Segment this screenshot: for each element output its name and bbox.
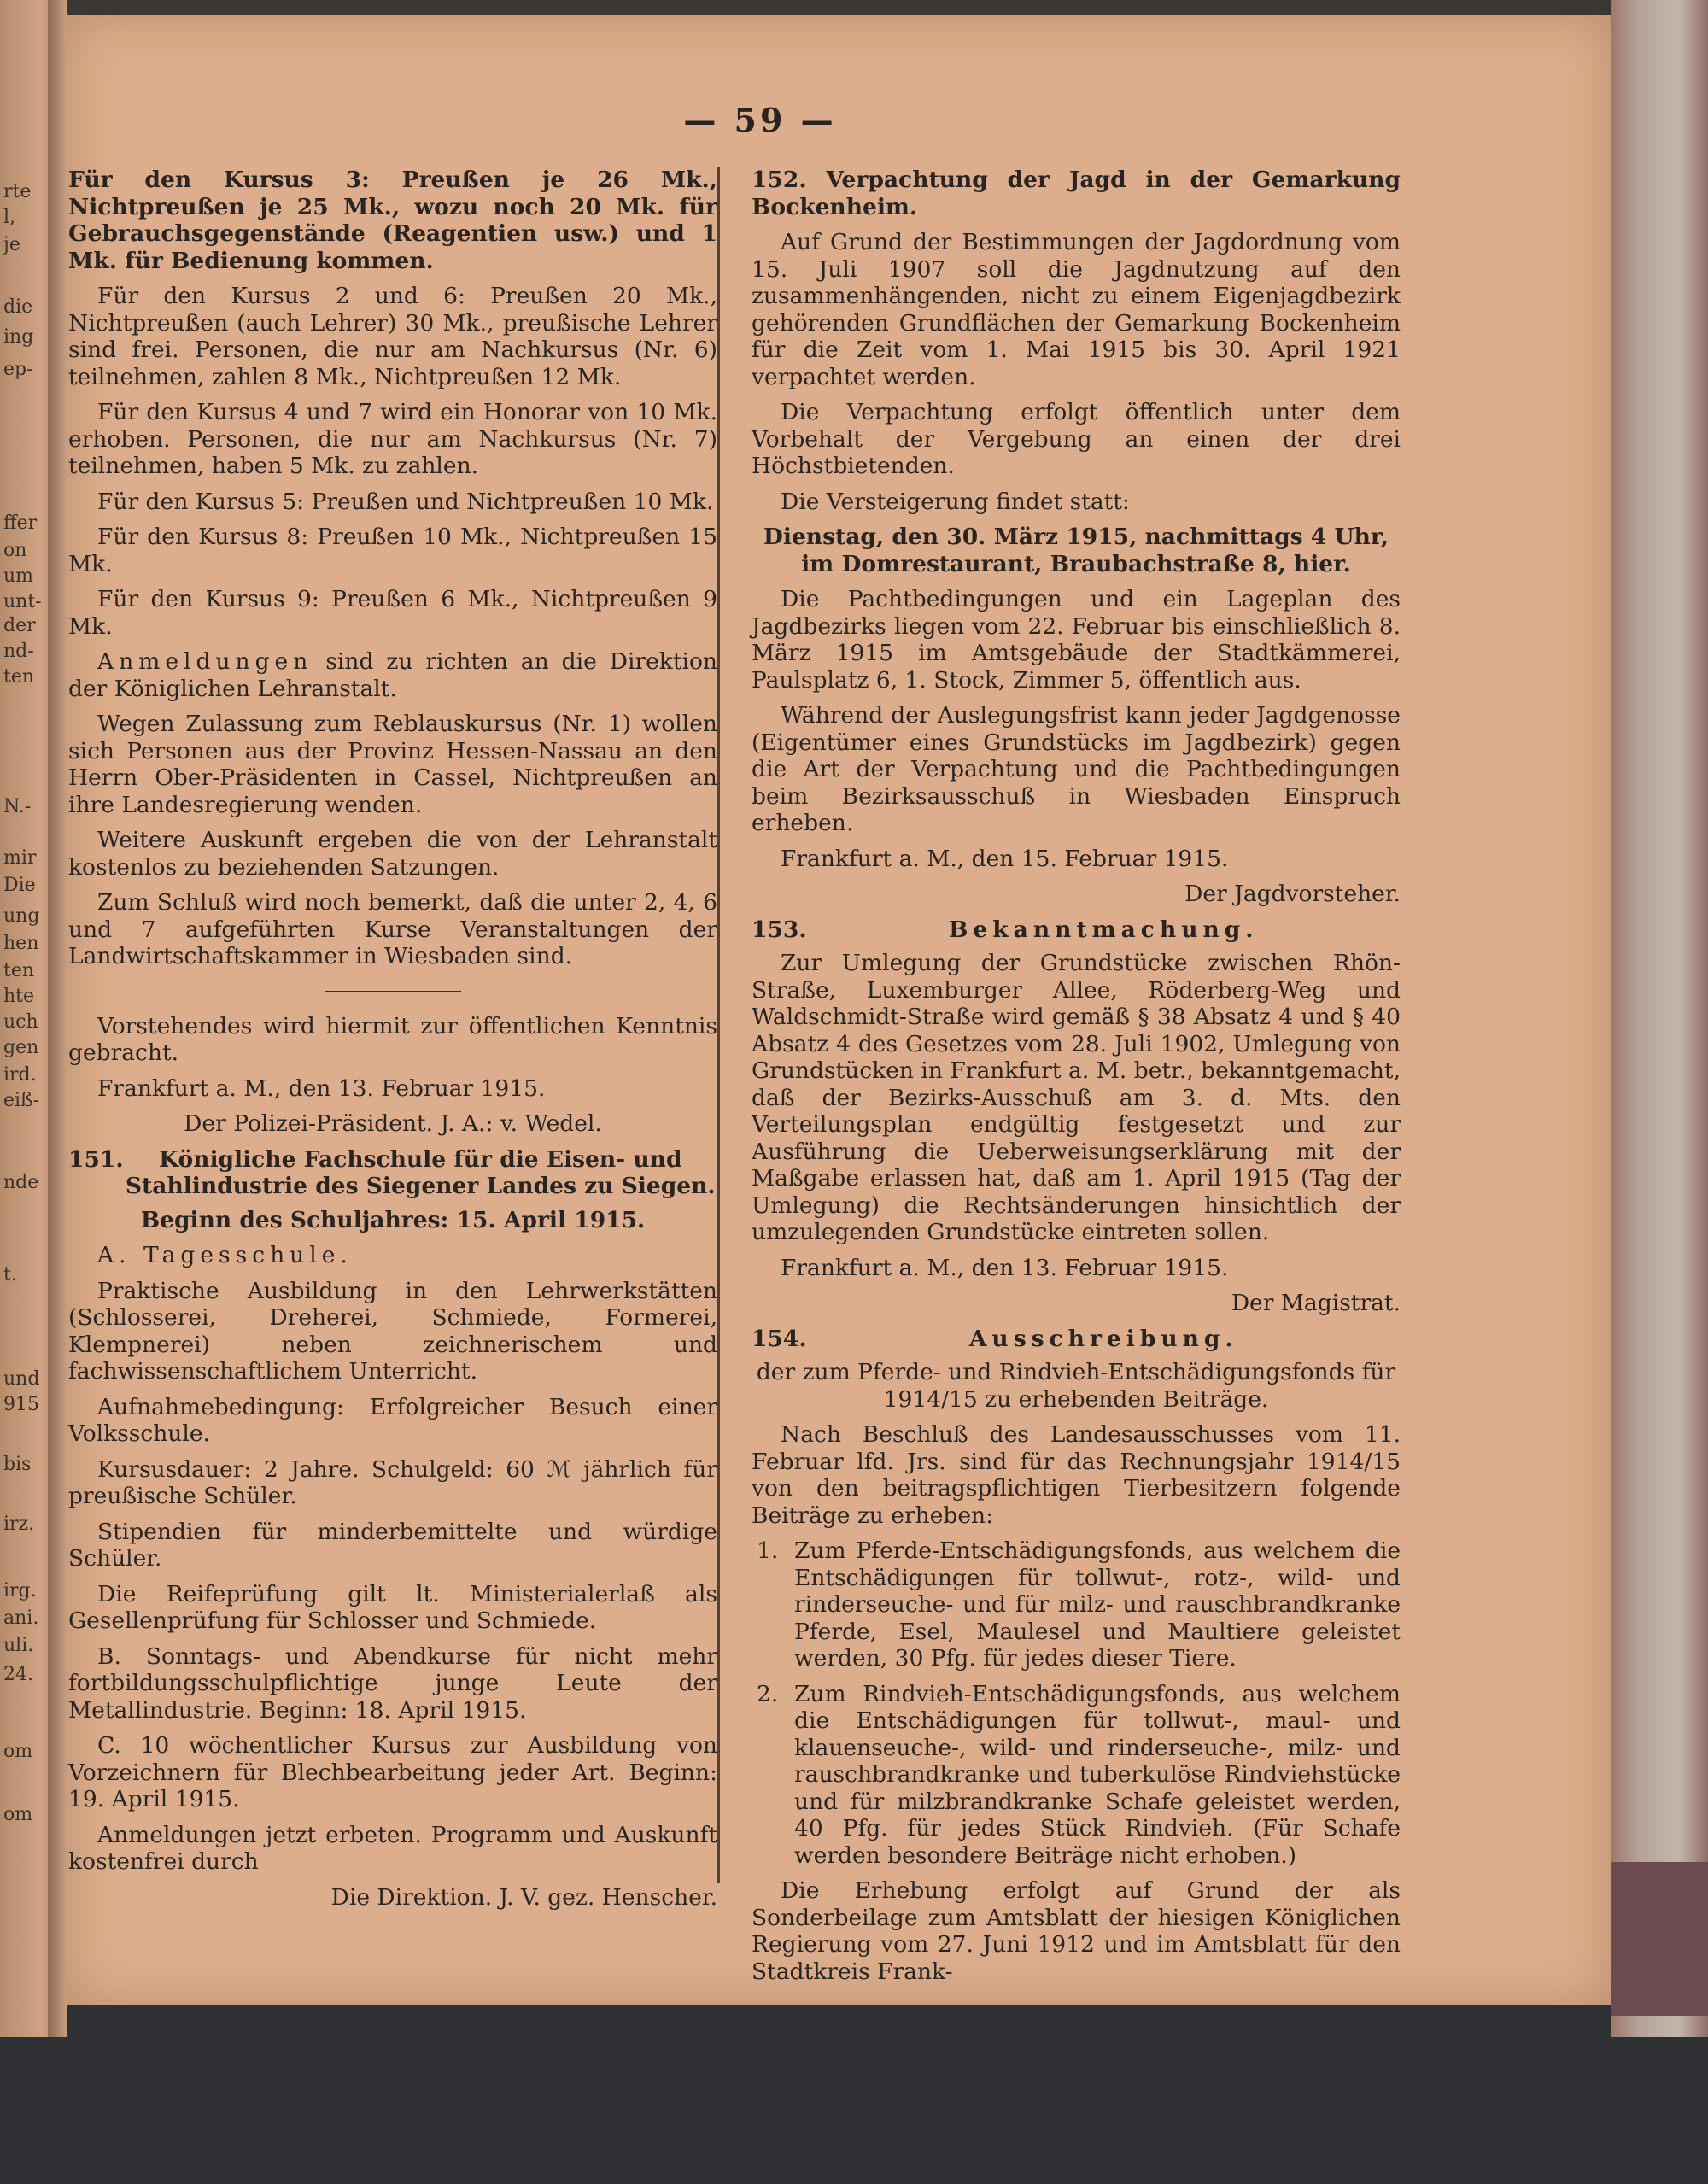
closing-note-paragraph: Zum Schluß wird noch bemerkt, daß die unter 2, 4, 6 und 7 aufgeführten Kurse Veranstaltungen der Landwirtschaftskammer in Wiesbaden sind. (68, 889, 717, 969)
section-title: Ausschreibung. (968, 1325, 1238, 1352)
margin-fragment: mir (3, 847, 37, 869)
horse-fund-text: Zum Pferde-Entschädigungsfonds, aus welchem die Entschädigungen für tollwut-, rotz-, wild- und rinderseuche- und für milz- und rauschbrandkranke Pferde, Esel, Maulesel und Maultiere geleistet werden, 30 Pfg. für jedes dieser Tiere. (794, 1537, 1401, 1672)
margin-fragment: rte (3, 181, 32, 202)
fee-paragraph-kursus-5: Für den Kursus 5: Preußen und Nichtpreußen 10 Mk. (97, 488, 714, 515)
lease-conditions-paragraph: Die Verpachtung erfolgt öffentlich unter dem Vorbehalt der Vergebung an einen der drei Höchstbietenden. (752, 399, 1401, 479)
margin-fragment: ffer (3, 512, 38, 534)
margin-fragment: je (3, 234, 20, 255)
book-gutter (48, 0, 67, 2037)
fee-paragraph-kursus-3: Für den Kursus 3: Preußen je 26 Mk., Nichtpreußen je 25 Mk., wozu noch 20 Mk. für Gebrauchsgegenstände (Reagentien usw.) und 1 Mk. für Bedienung kommen. (68, 167, 717, 274)
fund-subtitle-line-1: der zum Pferde- und Rindvieh-Entschädigungsfonds für (756, 1359, 1396, 1385)
signature-hunting-chair: Der Jagdvorsteher. (1184, 881, 1401, 907)
left-column (68, 167, 717, 1919)
margin-fragment: nde (3, 1172, 39, 1193)
section-rule (325, 991, 461, 992)
margin-fragment: um (3, 565, 34, 587)
margin-fragment: t. (3, 1264, 17, 1285)
margin-fragment: uch (3, 1011, 38, 1033)
section-152-heading: 152. Verpachtung der Jagd in der Gemarkung Bockenheim. (752, 167, 1401, 220)
land-reallocation-paragraph: Zur Umlegung der Grundstücke zwischen Rhön-Straße, Luxemburger Allee, Röderberg-Weg und Waldschmidt-Straße wird gemäß § 38 Absatz 4 und § 40 Absatz 4 des Gesetzes vom 28. Juli 1902, Umlegung von Grundstücken in Frankfurt a. M. betr., bekanntgemacht, daß der Bezirks-Ausschuß am 3. d. Mts. den Verteilungsplan endgültig festgesetzt und zur Ausführung die Ueberweisungserklärung mit der Maßgabe erlassen hat, daß am 1. April 1915 (Tag der Umlegung) die Rechtsänderungen hinsichtlich der umzulegenden Grundstücke eintreten sollen. (752, 950, 1401, 1245)
place-date-152: Frankfurt a. M., den 15. Februar 1915. (781, 845, 1229, 872)
place-date: Frankfurt a. M., den 13. Februar 1915. (97, 1074, 546, 1102)
margin-fragment: N.- (3, 796, 32, 817)
final-exam: Die Reifeprüfung gilt lt. Ministerialerlaß als Gesellenprüfung für Schlosser und Schmiede. (68, 1580, 717, 1634)
contributions-paragraph: Nach Beschluß des Landesausschusses vom 11. Februar lfd. Jrs. sind für das Rechnungsjahr 1914/15 von den beitragspflichtigen Tierbesitzern folgende Beiträge zu erheben: (752, 1421, 1401, 1529)
page-number: — 59 — (683, 101, 837, 139)
table-surface (0, 1999, 1708, 2184)
fund-subtitle-line-2: 1914/15 zu erhebenden Beiträge. (883, 1385, 1269, 1413)
margin-fragment: ung (3, 905, 40, 927)
lease-documents-paragraph: Die Pachtbedingungen und ein Lageplan des Jagdbezirks liegen vom 22. Februar bis einschließlich 8. März 1915 im Amtsgebäude der Stadtkämmerei, Paulsplatz 6, 1. Stock, Zimmer 5, öffentlich aus. (752, 586, 1401, 694)
margin-fragment: irz. (3, 1514, 35, 1535)
margin-fragment: gen (3, 1037, 39, 1058)
hunting-lease-paragraph: Auf Grund der Bestimmungen der Jagdordnung vom 15. Juli 1907 soll die Jagdnutzung auf den zusammenhängenden, nicht zu einem Eigenjagdbezirk gehörenden Grundflächen der Gemarkung Bockenheim für die Zeit vom 1. Mai 1915 bis 30. April 1921 verpachtet werden. (752, 229, 1401, 390)
ten-week-course: C. 10 wöchentlicher Kursus zur Ausbildung von Vorzeichnern für Blechbearbeitung jeder Art. Beginn: 19. April 1915. (68, 1732, 717, 1812)
margin-fragment: hen (3, 933, 39, 954)
book-binding (1611, 1862, 1708, 2016)
section-number: 153. (752, 916, 807, 943)
objection-paragraph: Während der Auslegungsfrist kann jeder Jagdgenosse (Eigentümer eines Grundstücks im Jagdbezirk) gegen die Art der Verpachtung und die Pachtbedingungen beim Bezirksausschuß in Wiesbaden Einspruch erheben. (752, 702, 1401, 836)
school-year-start: Beginn des Schuljahres: 15. April 1915. (140, 1206, 646, 1233)
margin-fragment: on (3, 540, 27, 561)
next-pages-edge (1611, 0, 1708, 2037)
margin-fragment: unt- (3, 591, 42, 612)
evening-courses: B. Sonntags- und Abendkurse für nicht mehr fortbildungsschulpflichtige junge Leute der Metallindustrie. Beginn: 18. April 1915. (68, 1642, 717, 1724)
list-item-number: 2. (757, 1680, 779, 1707)
registration-keyword: Anmeldungen (97, 648, 313, 675)
admission-requirement: Aufnahmebedingung: Erfolgreicher Besuch einer Volksschule. (68, 1393, 717, 1447)
margin-fragment: und (3, 1368, 40, 1390)
course-duration: Kursusdauer: 2 Jahre. Schulgeld: 60 ℳ jährlich für preußische Schüler. (68, 1455, 717, 1509)
list-item (752, 1537, 1401, 1681)
signature-direction: Die Direktion. J. V. gez. Henscher. (330, 1883, 717, 1911)
margin-fragment: ird. (3, 1064, 37, 1086)
auction-intro: Die Versteigerung findet statt: (781, 488, 1130, 515)
margin-fragment: ep- (3, 359, 33, 380)
section-154-heading (752, 1326, 1401, 1353)
signature-police-president: Der Polizei-Präsident. J. A.: v. Wedel. (184, 1110, 602, 1137)
margin-fragment: Die (3, 875, 36, 896)
registration-text: sind zu richten an die Direktion der Königlichen Lehranstalt. (68, 648, 717, 702)
section-151-heading (68, 1146, 717, 1200)
margin-fragment: die (3, 296, 33, 318)
margin-fragment: der (3, 615, 36, 636)
list-item (752, 1681, 1401, 1878)
section-153-heading (752, 916, 1401, 944)
fee-paragraph-kursus-2-6: Für den Kursus 2 und 6: Preußen 20 Mk., Nichtpreußen (auch Lehrer) 30 Mk., preußische Lehrer sind frei. Personen, die nur am Nachkursus (Nr. 6) teilnehmen, zahlen 8 Mk., Nichtpreußen 12 Mk. (68, 283, 717, 390)
signature-magistrate: Der Magistrat. (1231, 1290, 1401, 1316)
margin-fragment: l, (3, 207, 16, 228)
margin-fragment: bis (3, 1454, 32, 1475)
publication-notice: Vorstehendes wird hiermit zur öffentlichen Kenntnis gebracht. (68, 1012, 717, 1066)
right-column (752, 167, 1401, 1994)
training-paragraph: Praktische Ausbildung in den Lehrwerkstätten (Schlosserei, Dreherei, Schmiede, Formerei, Klempnerei) neben zeichnerischem und fachwissenschaftlichem Unterricht. (68, 1277, 717, 1385)
section-title: Königliche Fachschule für die Eisen- und Stahlindustrie des Siegener Landes zu Siegen. (125, 1145, 716, 1199)
section-title: Bekanntmachung. (949, 916, 1259, 943)
day-school-label: A. Tagesschule. (97, 1242, 353, 1268)
auction-date: Dienstag, den 30. März 1915, nachmittags 4 Uhr, (763, 524, 1389, 550)
margin-fragment: ani. (3, 1607, 39, 1629)
margin-fragment: 24. (3, 1664, 33, 1685)
collection-basis-paragraph: Die Erhebung erfolgt auf Grund der als Sonderbeilage zum Amtsblatt der hiesigen Königlichen Regierung vom 27. Juni 1912 und im Amtsblatt für den Stadtkreis Frank- (752, 1877, 1401, 1985)
scholarships: Stipendien für minderbemittelte und würdige Schüler. (68, 1518, 717, 1572)
further-info-paragraph: Weitere Auskunft ergeben die von der Lehranstalt kostenlos zu beziehenden Satzungen. (68, 827, 717, 881)
place-date-153: Frankfurt a. M., den 13. Februar 1915. (781, 1254, 1229, 1281)
fee-paragraph-kursus-4-7: Für den Kursus 4 und 7 wird ein Honorar von 10 Mk. erhoben. Personen, die nur am Nachkursus (Nr. 7) teilnehmen, haben 5 Mk. zu zahlen. (68, 399, 717, 479)
margin-fragment: eiß- (3, 1090, 40, 1111)
margin-fragment: 915 (3, 1394, 39, 1415)
margin-fragment: ing (3, 326, 34, 348)
margin-fragment: uli. (3, 1635, 34, 1656)
cattle-fund-text: Zum Rindvieh-Entschädigungsfonds, aus welchem die Entschädigungen für tollwut-, maul- und klauenseuche-, wild- und rinderseuche-, milz- und rauschbrandkranke und tuberkulöse Rindviehstücke und für milzbrandkranke Schafe geleistet werden, 40 Pfg. für jedes Stück Rindvieh. (Für Schafe werden besondere Beiträge nicht erhoben.) (794, 1680, 1401, 1869)
margin-fragment: ten (3, 666, 35, 688)
section-number: 154. (752, 1325, 807, 1352)
registrations-requested: Anmeldungen jetzt erbeten. Programm und Auskunft kostenfrei durch (68, 1821, 717, 1875)
auction-location: im Domrestaurant, Braubachstraße 8, hier. (801, 550, 1351, 577)
section-number: 151. (68, 1145, 124, 1173)
list-item-number: 1. (757, 1537, 779, 1564)
margin-fragment: om (3, 1741, 33, 1762)
column-divider (717, 167, 720, 1883)
registration-paragraph (68, 648, 717, 702)
margin-fragment: irg. (3, 1580, 37, 1601)
fee-paragraph-kursus-9: Für den Kursus 9: Preußen 6 Mk., Nichtpreußen 9 Mk. (68, 586, 717, 640)
admission-paragraph: Wegen Zulassung zum Reblauskursus (Nr. 1) wollen sich Personen aus der Provinz Hessen-Nassau an den Herrn Ober-Präsidenten in Cassel, Nichtpreußen an ihre Landesregierung wenden. (68, 711, 717, 818)
margin-fragment: om (3, 1804, 33, 1825)
margin-fragment: hte (3, 986, 35, 1007)
fee-paragraph-kursus-8: Für den Kursus 8: Preußen 10 Mk., Nichtpreußen 15 Mk. (68, 524, 717, 577)
margin-fragment: ten (3, 960, 35, 981)
margin-fragment: nd- (3, 641, 34, 662)
